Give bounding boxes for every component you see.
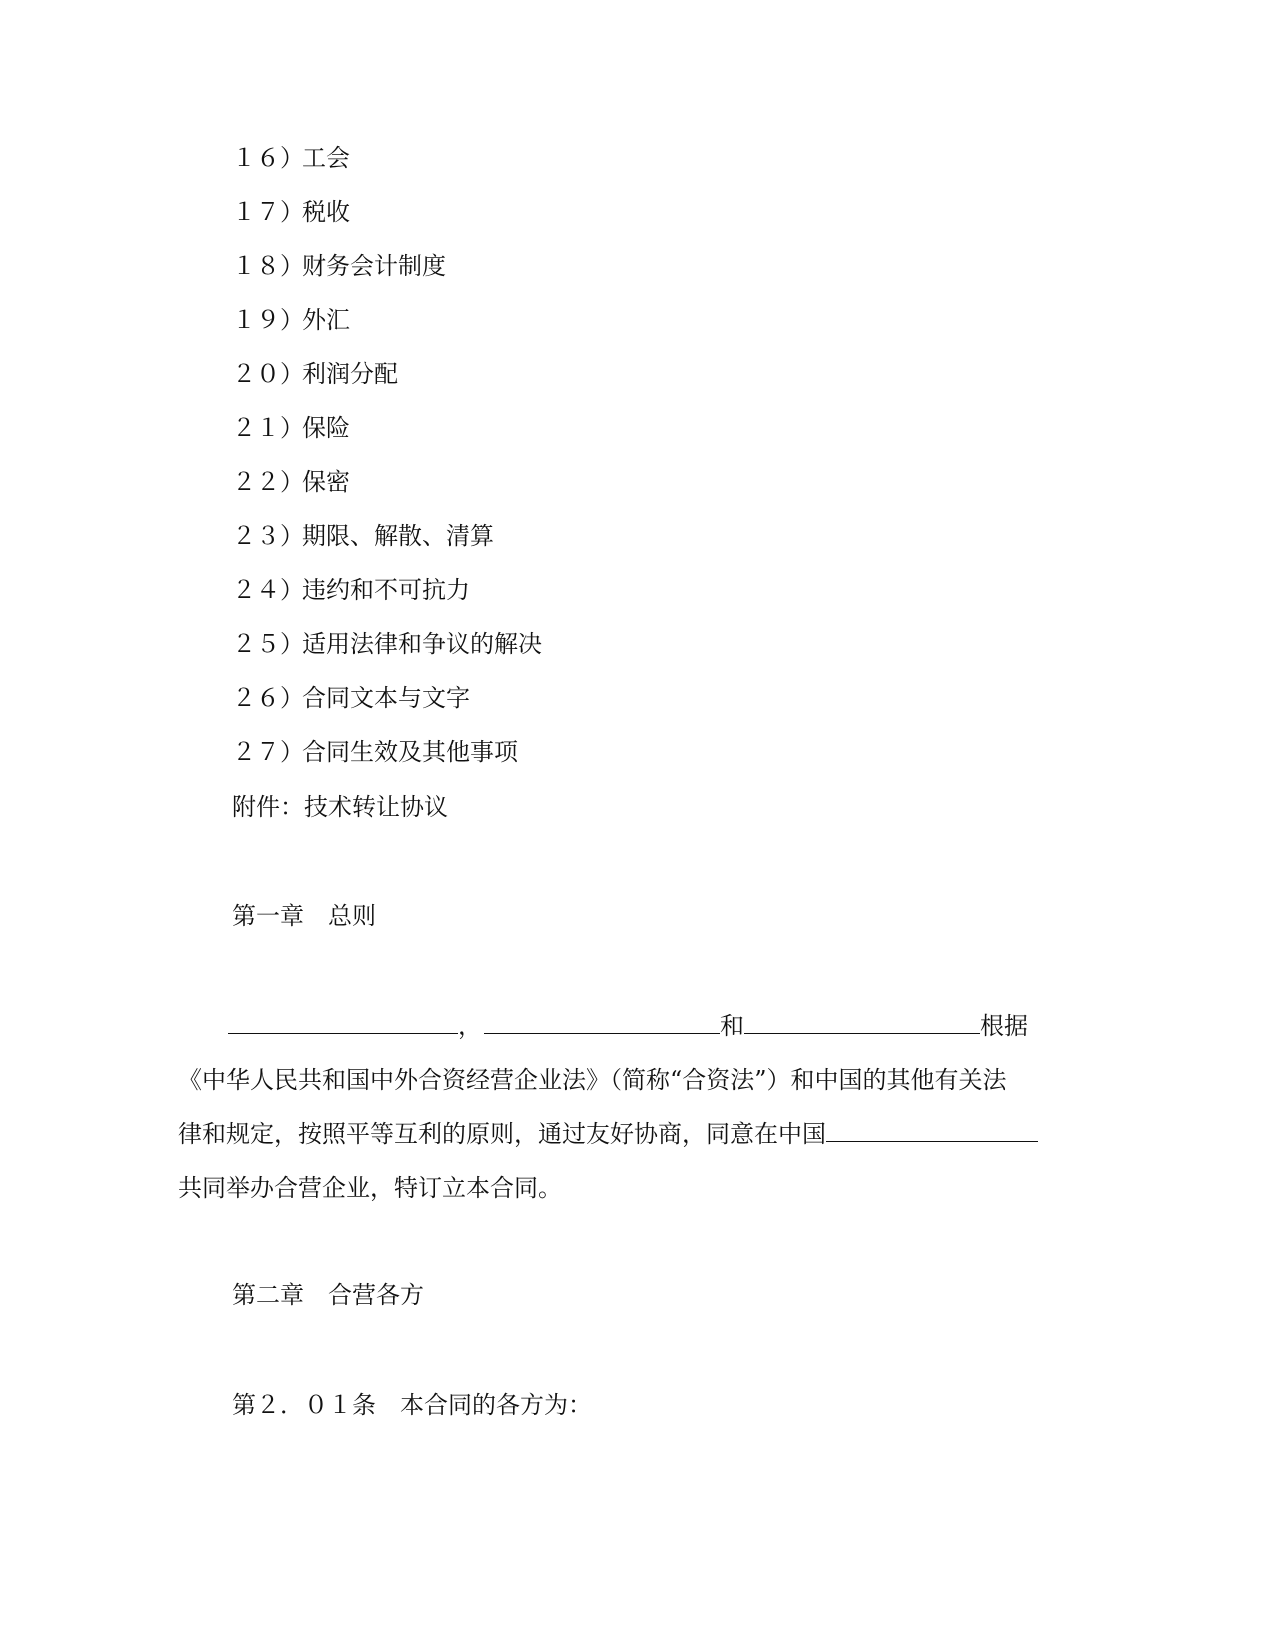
paragraph-line: 《中华人民共和国中外合资经营企业法》（简称“合资法”）和中国的其他有关法 xyxy=(178,1066,1007,1094)
toc-item xyxy=(232,197,350,227)
fill-in-blank[interactable] xyxy=(826,1119,1038,1142)
toc-item xyxy=(232,629,542,659)
fill-in-blank[interactable] xyxy=(228,1011,458,1034)
basis-text: 根据 xyxy=(980,1012,1028,1040)
toc-item-number: ２１） xyxy=(232,414,304,442)
comma-text: ， xyxy=(458,1012,482,1040)
chapter-heading xyxy=(232,901,376,931)
toc-item-number: １６） xyxy=(232,144,304,172)
toc-item xyxy=(232,143,350,173)
and-text: 和 xyxy=(720,1012,744,1040)
toc-item-title: 外汇 xyxy=(302,306,350,334)
toc-item-title: 工会 xyxy=(302,144,350,172)
toc-item-number: ２２） xyxy=(232,468,304,496)
toc-item xyxy=(232,521,494,551)
chapter-label: 第二章 xyxy=(232,1281,304,1309)
article-heading xyxy=(232,1390,592,1420)
toc-item-number: １９） xyxy=(232,306,304,334)
toc-item-title: 利润分配 xyxy=(302,360,398,388)
toc-item-title: 财务会计制度 xyxy=(302,252,446,280)
chapter-heading xyxy=(232,1280,424,1310)
toc-item-number: ２６） xyxy=(232,684,304,712)
chapter-title: 总则 xyxy=(328,902,376,930)
toc-item xyxy=(232,359,398,389)
toc-item-title: 违约和不可抗力 xyxy=(302,576,470,604)
toc-item-title: 税收 xyxy=(302,198,350,226)
toc-item-number: ２５） xyxy=(232,630,304,658)
toc-item-number: １８） xyxy=(232,252,304,280)
toc-item xyxy=(232,251,446,281)
fill-in-blank[interactable] xyxy=(744,1011,980,1034)
paragraph-line xyxy=(178,1119,1038,1149)
chapter-title: 合营各方 xyxy=(328,1281,424,1309)
toc-item-number: ２０） xyxy=(232,360,304,388)
toc-item-title: 保密 xyxy=(302,468,350,496)
article-text: 本合同的各方为： xyxy=(400,1391,592,1419)
toc-item-title: 保险 xyxy=(302,414,350,442)
paragraph-line: 共同举办合营企业，特订立本合同。 xyxy=(178,1174,562,1202)
toc-item-title: 合同文本与文字 xyxy=(302,684,470,712)
toc-item-number: ２３） xyxy=(232,522,304,550)
fill-in-blank[interactable] xyxy=(484,1011,720,1034)
toc-item-number: ２４） xyxy=(232,576,304,604)
toc-item xyxy=(232,467,350,497)
toc-item xyxy=(232,305,350,335)
paragraph-line xyxy=(228,1011,1028,1041)
attachment-line: 附件：技术转让协议 xyxy=(232,793,448,821)
toc-item-number: ２７） xyxy=(232,738,304,766)
toc-item xyxy=(232,575,470,605)
paragraph-text: 律和规定，按照平等互利的原则，通过友好协商，同意在中国 xyxy=(178,1120,826,1148)
article-label: 第２．０１条 xyxy=(232,1391,376,1419)
toc-item-title: 适用法律和争议的解决 xyxy=(302,630,542,658)
toc-item-number: １７） xyxy=(232,198,304,226)
toc-item-title: 期限、解散、清算 xyxy=(302,522,494,550)
toc-item xyxy=(232,683,470,713)
toc-item-title: 合同生效及其他事项 xyxy=(302,738,518,766)
chapter-label: 第一章 xyxy=(232,902,304,930)
toc-item xyxy=(232,413,350,443)
toc-item xyxy=(232,737,518,767)
